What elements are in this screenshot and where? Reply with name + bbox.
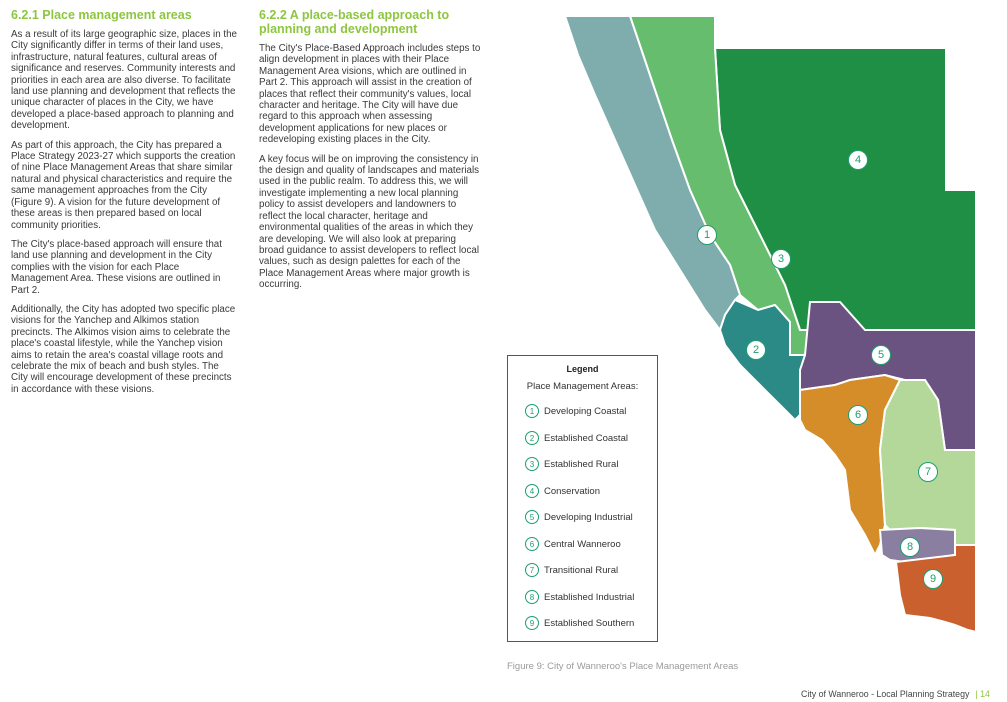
legend-label: Established Coastal [544,432,628,444]
legend-label: Transitional Rural [544,564,619,576]
legend-subtitle: Place Management Areas: [526,381,639,392]
section-heading: 6.2.1 Place management areas [11,8,192,22]
legend-number: 3 [525,457,539,471]
legend-item [525,429,628,447]
legend-label: Established Southern [544,617,635,629]
legend-title: Legend [566,364,599,374]
paragraph: Additionally, the City has adopted two specific place visions for the Yanchep and Alkimos station precincts. The Alkimos vision aims to celebrate the place's coastal lifestyle, while the Yanchep vision aims to retain the area's coastal village roots and celebrate the mix of beach and bush styles. The City will encourage development of these precincts in accordance with these visions. [11,303,236,395]
legend-item [525,455,618,473]
paragraph: As a result of its large geographic size, places in the City significantly differ in terms of their land uses, infrastructure, natural features, cultural areas of significance and reserves. Community interests and priorities in each area are also diverse. To facilitate land use planning and development that reflects the unique character of places in the City, we have developed a place-based approach to planning and development. [11,29,237,132]
section-heading: 6.2.2 A place-based approach to planning and development [259,8,450,36]
legend-item [525,508,633,526]
section-6-2-2 [259,8,481,299]
paragraph: The City's Place-Based Approach includes steps to align development in places with their Place Management Area visions, which are outlined in Part 2. This approach will assist in the creation of places that reflect their community's values, local character and heritage. The City will have due regard to this approach when assessing development applications for new places or redeveloping existing places in the City. [259,43,481,146]
footer-text: City of Wanneroo - Local Planning Strategy [801,689,970,699]
legend-label: Established Industrial [544,591,635,603]
map-label-4: 4 [848,150,868,170]
map-label-5: 5 [871,345,891,365]
map-label-7: 7 [918,462,938,482]
map-label-3: 3 [771,249,791,269]
legend-label: Developing Coastal [544,405,627,417]
legend-label: Developing Industrial [544,511,633,523]
legend-item [525,561,618,579]
legend-number: 4 [525,484,539,498]
legend-number: 6 [525,537,539,551]
legend-item [525,588,634,606]
map-label-8: 8 [900,537,920,557]
legend-number: 5 [525,510,539,524]
legend-label: Conservation [544,485,600,497]
legend-number: 2 [525,431,539,445]
legend-label: Central Wanneroo [544,538,621,550]
paragraph: A key focus will be on improving the consistency in the design and quality of landscapes and materials used in the public realm. To address this, we will investigate implementing a new local planning policy to assist developers and landowners to reflect the local character, heritage and environmental qualities of the areas in which they are developing. We will also look at preparing broad guidance to assist developers to reflect local values, such as design palettes for each of the Place Management Areas where major growth is occurring. [259,153,480,291]
map-label-9: 9 [923,569,943,589]
legend-label: Established Rural [544,458,619,470]
page-number: | 14 [975,689,990,699]
page-footer [801,689,990,699]
legend-number: 7 [525,563,539,577]
legend-number: 9 [525,616,539,630]
legend-item [525,402,626,420]
map-label-2: 2 [746,340,766,360]
paragraph: The City's place-based approach will ensure that land use planning and development in the City complies with the vision for each Place Management Area. These visions are outlined in Part 2. [11,238,222,296]
legend-number: 1 [525,404,539,418]
map-label-6: 6 [848,405,868,425]
paragraph: As part of this approach, the City has prepared a Place Strategy 2023-27 which supports the creation of nine Place Management Areas that share similar natural and physical characteristics and require the same management approaches from the City (Figure 9). A vision for the future development of these areas is then prepared based on local community priorities. [11,139,236,231]
legend-number: 8 [525,590,539,604]
legend-item [525,482,600,500]
map-label-1: 1 [697,225,717,245]
map-legend [507,355,658,642]
figure-caption: Figure 9: City of Wanneroo's Place Management Areas [507,661,739,672]
legend-item [525,535,621,553]
legend-item [525,614,634,632]
section-6-2-1 [11,8,238,403]
